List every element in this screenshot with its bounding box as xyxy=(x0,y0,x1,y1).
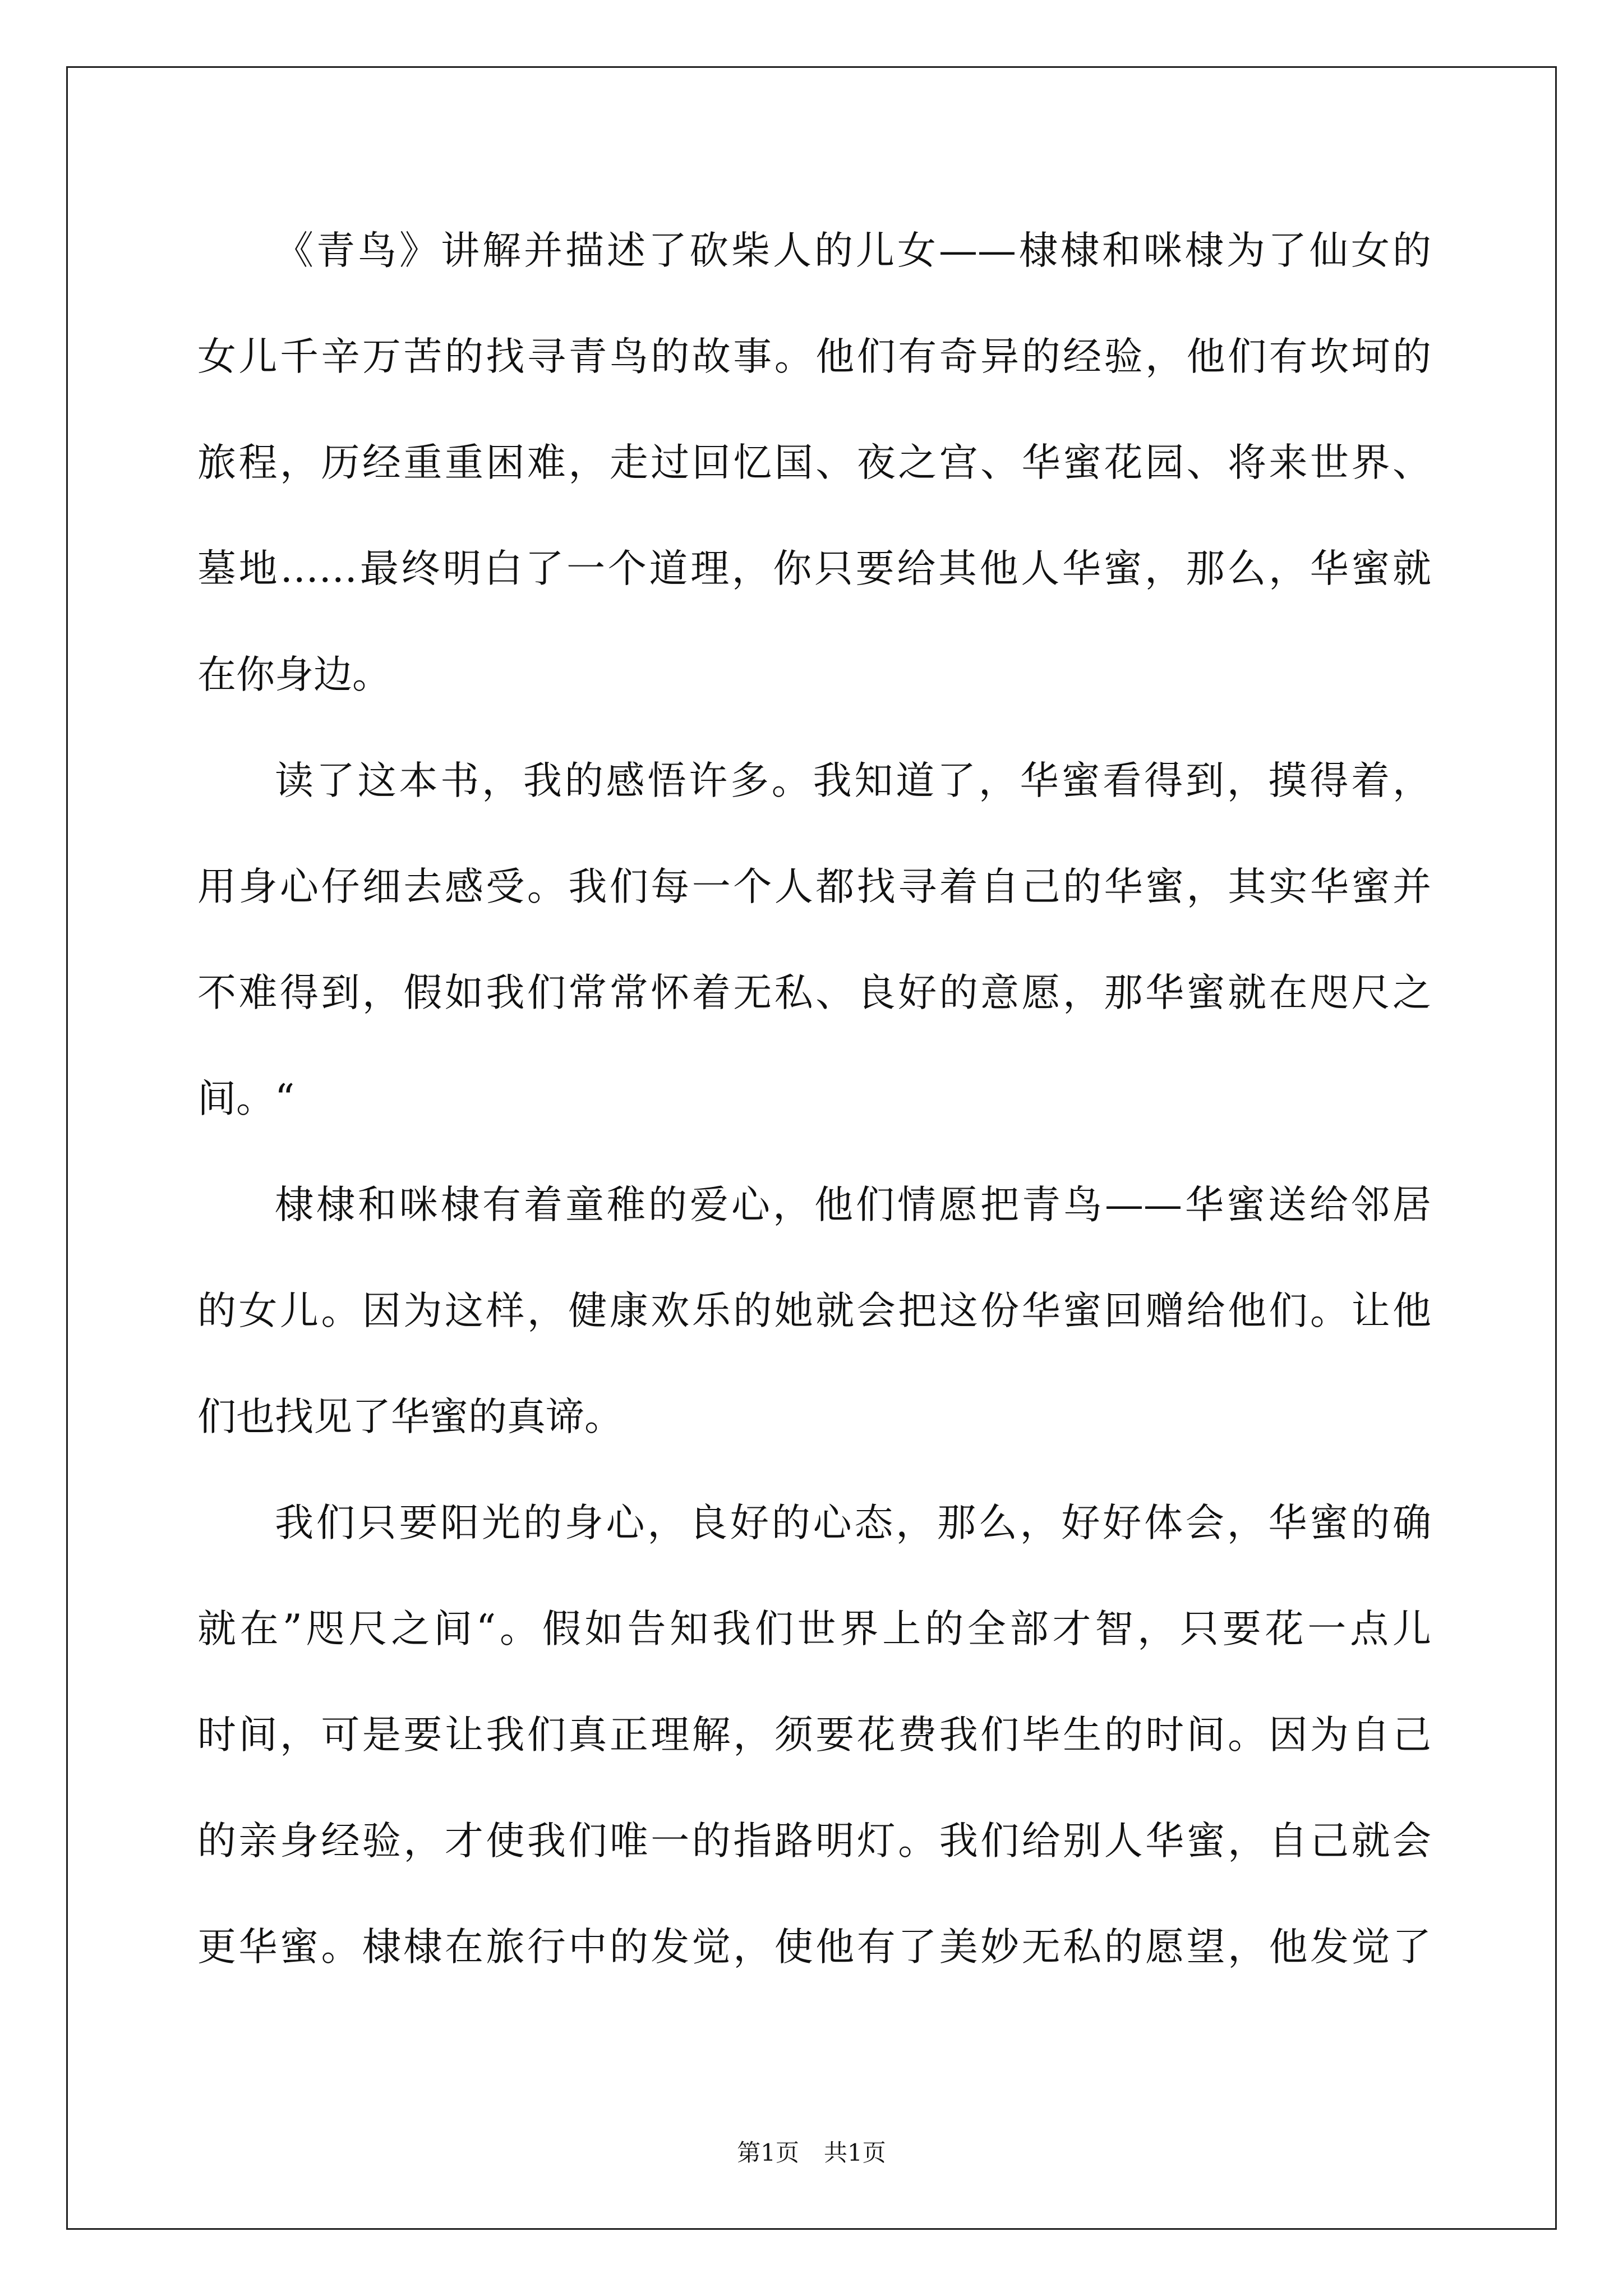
paragraph-3-line-3: 们也找见了华蜜的真谛。 xyxy=(197,1395,623,1439)
paragraph-4-line-4: 的亲身经验，才使我们唯一的指路明灯。我们给别人华蜜，自己就会 xyxy=(197,1819,1431,1864)
paragraph-4-line-5: 更华蜜。棣棣在旅行中的发觉，使他有了美妙无私的愿望，他发觉了 xyxy=(197,1925,1431,1970)
paragraph-2-line-3: 不难得到，假如我们常常怀着无私、良好的意愿，那华蜜就在咫尺之 xyxy=(197,970,1431,1015)
paragraph-1-line-1: 《青鸟》讲解并描述了砍柴人的儿女——棣棣和咪棣为了仙女的 xyxy=(275,228,1431,273)
paragraph-4-line-1: 我们只要阳光的身心，良好的心态，那么，好好体会，华蜜的确 xyxy=(275,1501,1431,1545)
document-body xyxy=(197,214,1431,2017)
page-footer xyxy=(0,2136,1623,2170)
paragraph-2-line-2: 用身心仔细去感受。我们每一个人都找寻着自己的华蜜，其实华蜜并 xyxy=(197,864,1431,909)
paragraph-1-line-5: 在你身边。 xyxy=(197,652,391,697)
page-number-total: 共1页 xyxy=(824,2139,886,2166)
paragraph-2-line-4: 间。“ xyxy=(197,1076,295,1121)
paragraph-1-line-3: 旅程，历经重重困难，走过回忆国、夜之宫、华蜜花园、将来世界、 xyxy=(197,440,1431,485)
page-number-current: 第1页 xyxy=(737,2139,799,2166)
paragraph-2-line-1: 读了这本书，我的感悟许多。我知道了，华蜜看得到，摸得着， xyxy=(275,758,1431,803)
paragraph-3-line-1: 棣棣和咪棣有着童稚的爱心，他们情愿把青鸟——华蜜送给邻居 xyxy=(275,1182,1431,1227)
paragraph-4-line-3: 时间，可是要让我们真正理解，须要花费我们毕生的时间。因为自己 xyxy=(197,1713,1431,1757)
paragraph-4-line-2: 就在”咫尺之间“。假如告知我们世界上的全部才智，只要花一点儿 xyxy=(197,1607,1431,1651)
paragraph-1-line-4: 墓地……最终明白了一个道理，你只要给其他人华蜜，那么，华蜜就 xyxy=(197,546,1431,591)
paragraph-3-line-2: 的女儿。因为这样，健康欢乐的她就会把这份华蜜回赠给他们。让他 xyxy=(197,1289,1431,1333)
paragraph-1-line-2: 女儿千辛万苦的找寻青鸟的故事。他们有奇异的经验，他们有坎坷的 xyxy=(197,334,1431,379)
